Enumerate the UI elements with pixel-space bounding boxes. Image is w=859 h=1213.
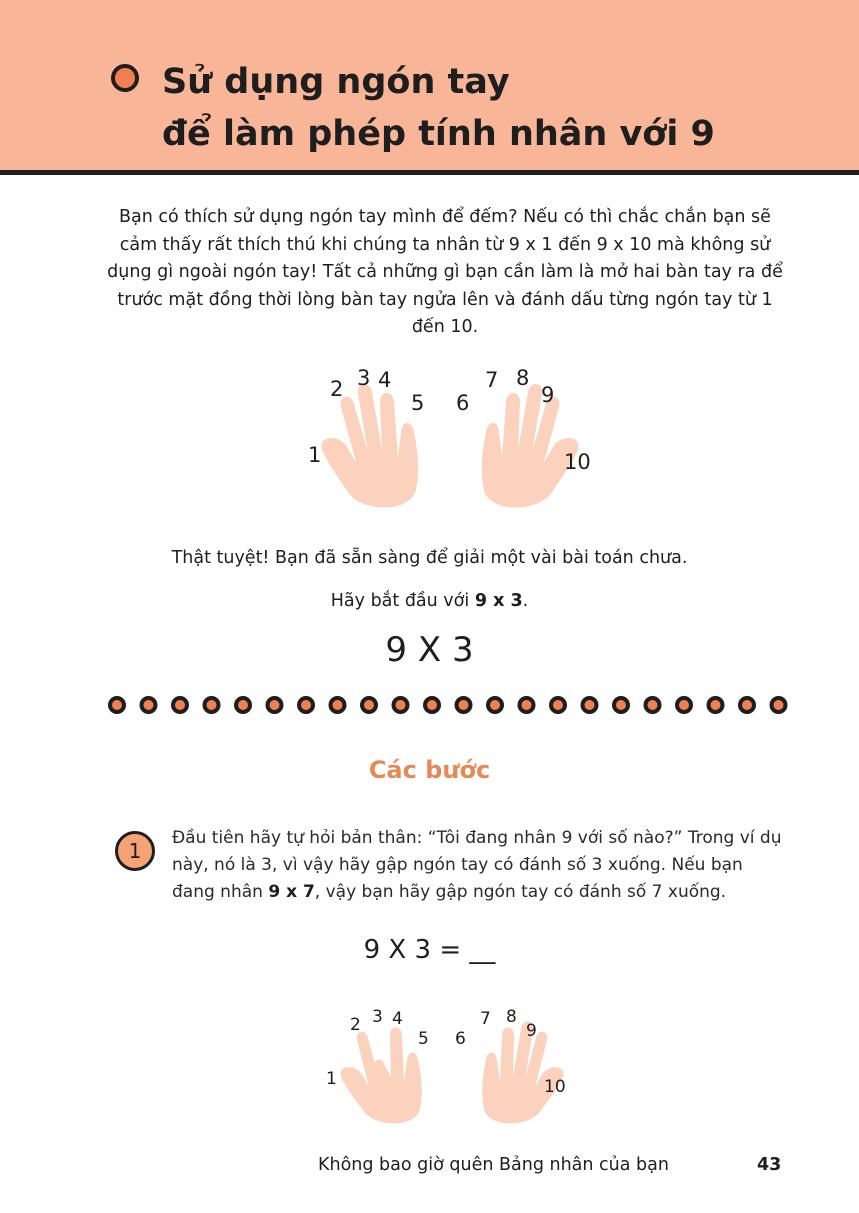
page-title-line-2: để làm phép tính nhân với 9 [162, 114, 715, 154]
hands-illustration-open [300, 362, 600, 517]
page-title-line-1: Sử dụng ngón tay [162, 62, 510, 102]
folded-finger-label-5: 5 [418, 1029, 429, 1049]
folded-finger-label-3: 3 [372, 1007, 383, 1027]
divider-dot [614, 698, 628, 712]
divider-dot [268, 698, 282, 712]
divider-dot [583, 698, 597, 712]
divider-dot [142, 698, 156, 712]
divider-dot [362, 698, 376, 712]
footer-book-title: Không bao giờ quên Bảng nhân của bạn [318, 1155, 669, 1175]
finger-label-4: 4 [378, 368, 392, 392]
step-1-text-part-1: Đầu tiên hãy tự hỏi bản thân: “Tôi đang nhân 9 với số nào?” Trong ví dụ này, nó là 3, vì vậy hãy gập ngón tay có đánh số 3 xuống. Nếu bạn đang nhân [172, 828, 782, 902]
folded-finger-label-7: 7 [480, 1009, 491, 1029]
dot-divider [0, 693, 859, 717]
divider-dot [425, 698, 439, 712]
divider-dot [709, 698, 723, 712]
left-hand-folded-icon [341, 1028, 422, 1124]
finger-label-7: 7 [485, 368, 499, 392]
finger-label-3: 3 [357, 366, 371, 390]
start-instruction [0, 591, 859, 611]
finger-label-1: 1 [308, 443, 322, 467]
intro-paragraph: Bạn có thích sử dụng ngón tay mình để đếm? Nếu có thì chắc chắn bạn sẽ cảm thấy rất thích thú khi chúng ta nhân từ 9 x 1 đến 9 x 10 mà không sử dụng gì ngoài ngón tay! Tất cả những gì bạn cần làm là mở hai bàn tay ra để trước mặt đồng thời lòng bàn tay ngửa lên và đánh dấu từng ngón tay từ 1 đến 10. [107, 207, 783, 337]
divider-dot [236, 698, 250, 712]
divider-dot [740, 698, 754, 712]
page-title [162, 56, 715, 160]
divider-dot [331, 698, 345, 712]
start-prefix: Hãy bắt đầu với [330, 591, 475, 611]
finger-label-9: 9 [541, 383, 555, 407]
header-bullet-icon [111, 64, 139, 92]
hands-illustration-folded [322, 1002, 582, 1130]
folded-finger-label-10: 10 [544, 1077, 566, 1097]
finger-label-2: 2 [330, 377, 344, 401]
step-1-badge: 1 [115, 831, 155, 871]
finger-label-8: 8 [516, 366, 530, 390]
divider-dot [646, 698, 660, 712]
right-hand-icon [482, 384, 579, 508]
step-1-text-part-2: , vậy bạn hãy gập ngón tay có đánh số 7 xuống. [314, 882, 727, 902]
divider-dot [173, 698, 187, 712]
folded-finger-label-6: 6 [455, 1029, 466, 1049]
divider-dot [205, 698, 219, 712]
finger-label-5: 5 [411, 391, 425, 415]
divider-dot [551, 698, 565, 712]
divider-dot [457, 698, 471, 712]
page-header [0, 0, 859, 175]
divider-dot [488, 698, 502, 712]
divider-dot [772, 698, 786, 712]
start-expression: 9 x 3 [474, 591, 523, 611]
folded-finger-label-8: 8 [506, 1007, 517, 1027]
big-expression: 9 X 3 [385, 630, 474, 670]
folded-finger-label-9: 9 [526, 1021, 537, 1041]
step-1-text-bold: 9 x 7 [268, 882, 315, 902]
page-number: 43 [757, 1155, 782, 1175]
divider-dot [520, 698, 534, 712]
step-1-text [172, 825, 782, 906]
step-1-equation: 9 X 3 = __ [363, 935, 496, 965]
start-suffix: . [522, 591, 529, 611]
ready-question: Thật tuyệt! Bạn đã sẵn sàng để giải một vài bài toán chưa. [171, 548, 688, 568]
finger-label-6: 6 [456, 391, 470, 415]
divider-dot [677, 698, 691, 712]
folded-finger-label-2: 2 [350, 1015, 361, 1035]
right-hand-folded-icon [482, 1021, 563, 1123]
finger-label-10: 10 [564, 450, 591, 474]
left-hand-icon [321, 384, 418, 508]
folded-finger-label-4: 4 [392, 1009, 403, 1029]
section-title-steps: Các bước [368, 756, 491, 784]
folded-finger-label-1: 1 [326, 1069, 337, 1089]
divider-dot [394, 698, 408, 712]
divider-dot [299, 698, 313, 712]
divider-dot [110, 698, 124, 712]
